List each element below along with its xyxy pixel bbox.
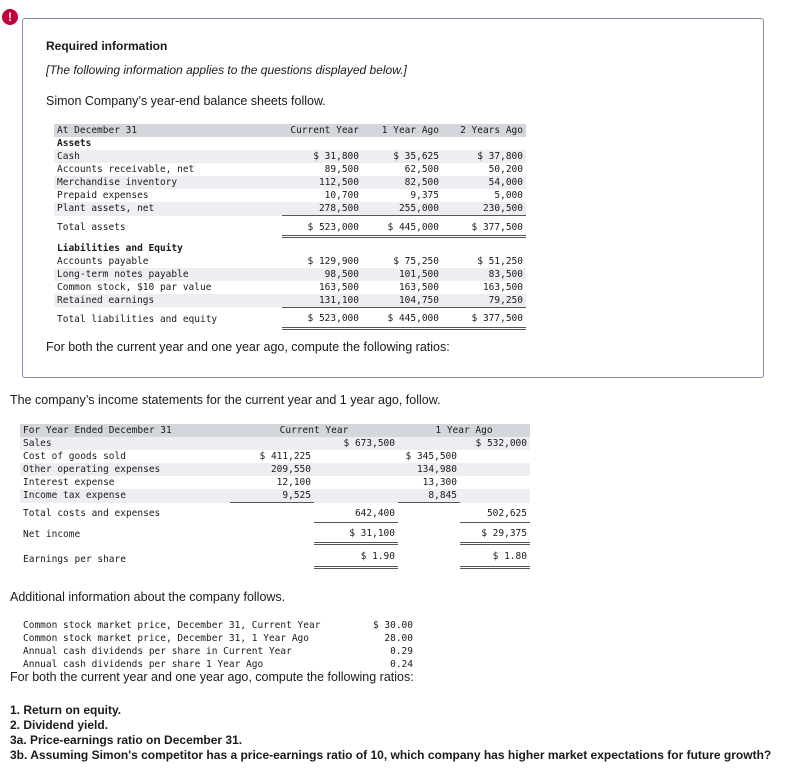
- table-row: Plant assets, net 278,500 255,000 230,500: [54, 202, 526, 216]
- table-row: Accounts receivable, net 89,500 62,500 50,200: [57, 164, 523, 175]
- box-prompt: For both the current year and one year ago, compute the following ratios:: [46, 340, 450, 354]
- balance-sheet-header: [54, 124, 526, 137]
- table-row: Interest expense 12,100 13,300: [23, 477, 457, 488]
- question-1: 1. Return on equity.: [10, 703, 122, 717]
- table-row: Cash $ 31,800 $ 35,625 $ 37,800: [54, 150, 526, 163]
- additional-info-lead: Additional information about the company follows.: [10, 590, 286, 604]
- balance-sheet-table: [54, 124, 526, 330]
- income-statement-lead: The company’s income statements for the current year and 1 year ago, follow.: [10, 393, 441, 407]
- col-current-year: Current Year: [230, 424, 398, 437]
- net-income-row: Net income $ 31,100 $ 29,375: [20, 522, 530, 543]
- table-row: Common stock market price, December 31, 1 Year Ago 28.00: [23, 633, 413, 644]
- sales-row: Sales $ 673,500 $ 532,000: [20, 437, 530, 450]
- col-label: At December 31: [54, 124, 282, 137]
- col-1-year-ago: 1 Year Ago: [398, 424, 530, 437]
- table-row: Long-term notes payable 98,500 101,500 83,500: [54, 268, 526, 281]
- final-prompt: For both the current year and one year ago, compute the following ratios:: [10, 670, 414, 684]
- question-3a: 3a. Price-earnings ratio on December 31.: [10, 733, 243, 747]
- question-3b: 3b. Assuming Simon's competitor has a price-earnings ratio of 10, which company has higher market expectations for future growth?: [10, 748, 772, 762]
- col-current-year: Current Year: [282, 124, 362, 137]
- table-row: Annual cash dividends per share in Current Year 0.29: [23, 646, 413, 657]
- col-2-years-ago: 2 Years Ago: [442, 124, 526, 137]
- total-costs-row: Total costs and expenses 642,400 502,625: [20, 503, 530, 523]
- income-statement-table: [20, 424, 530, 569]
- additional-info-table: [20, 619, 416, 671]
- table-row: Cost of goods sold $ 411,225 $ 345,500: [23, 451, 457, 462]
- table-row: Prepaid expenses 10,700 9,375 5,000: [57, 190, 523, 201]
- balance-sheet-lead: Simon Company’s year-end balance sheets follow.: [46, 94, 326, 108]
- table-row: Accounts payable $ 129,900 $ 75,250 $ 51,250: [57, 255, 523, 267]
- table-row: Merchandise inventory 112,500 82,500 54,000: [54, 176, 526, 189]
- required-info-title: Required information: [46, 39, 168, 53]
- intro-note: [The following information applies to the questions displayed below.]: [46, 63, 407, 77]
- alert-icon: !: [2, 9, 18, 25]
- assets-heading: Assets: [57, 138, 92, 149]
- question-2: 2. Dividend yield.: [10, 718, 109, 732]
- total-liabilities-row: Total liabilities and equity $ 523,000 $ 445,000 $ 377,500: [54, 307, 526, 328]
- eps-row: Earnings per share $ 1.90 $ 1.80: [20, 543, 530, 567]
- table-row: Income tax expense 9,525 8,845: [20, 489, 530, 503]
- col-1-year-ago: 1 Year Ago: [362, 124, 442, 137]
- total-assets-row: Total assets $ 523,000 $ 445,000 $ 377,500: [54, 216, 526, 237]
- questions-list: [10, 703, 771, 763]
- table-row: Other operating expenses 209,550 134,980: [20, 463, 530, 476]
- liabilities-heading: Liabilities and Equity: [57, 242, 183, 254]
- table-row: Annual cash dividends per share 1 Year Ago 0.24: [23, 659, 413, 670]
- table-row: Common stock, $10 par value 163,500 163,500 163,500: [57, 281, 523, 293]
- table-row: Common stock market price, December 31, Current Year $ 30.00: [23, 620, 413, 631]
- income-header: [20, 424, 530, 437]
- col-label: For Year Ended December 31: [20, 424, 230, 437]
- table-row: Retained earnings 131,100 104,750 79,250: [54, 294, 526, 308]
